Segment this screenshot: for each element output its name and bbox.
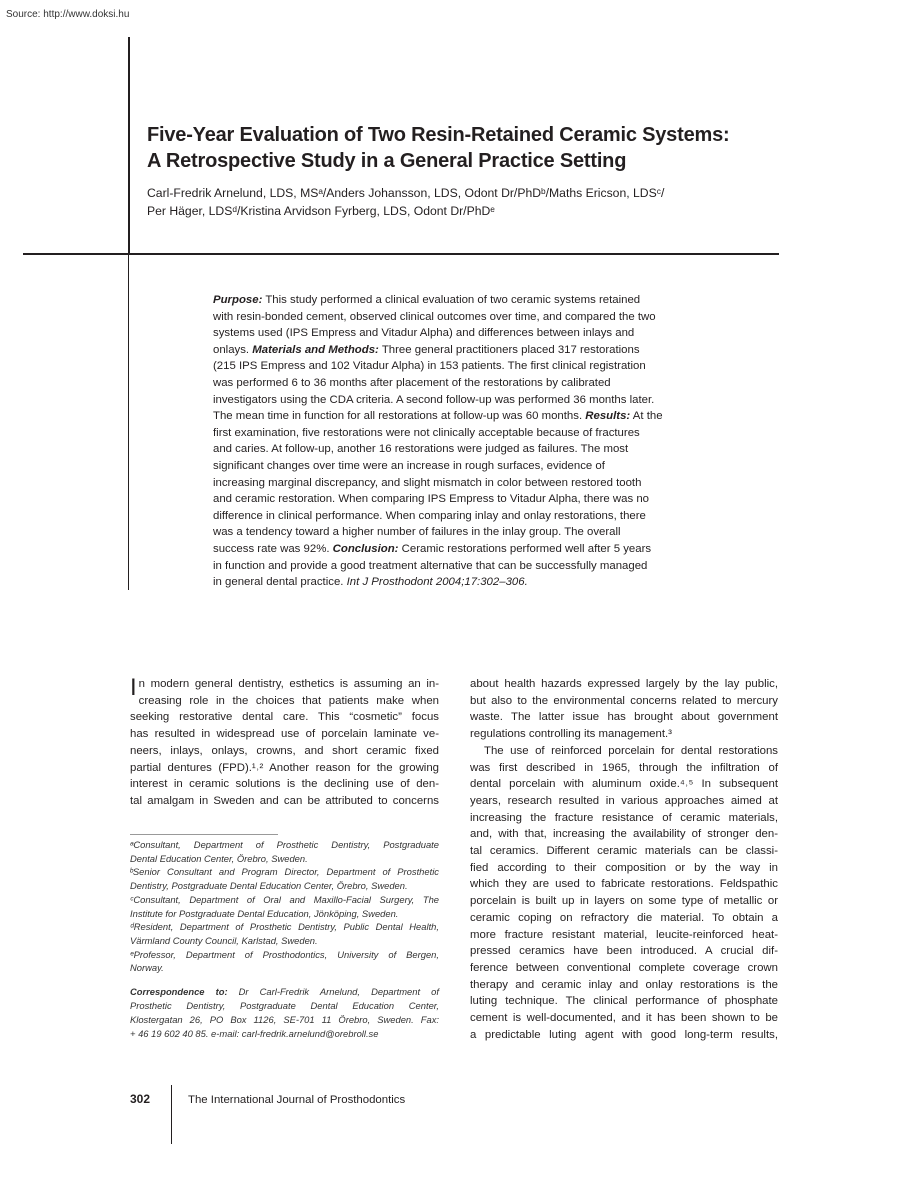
methods-label: Materials and Methods:	[252, 343, 379, 356]
source-label: Source: http://www.doksi.hu	[6, 9, 130, 20]
author-line: Carl-Fredrik Arnelund, LDS, MSᵃ/Anders Johansson, LDS, Odont Dr/PhDᵇ/Maths Ericson, LDSᶜ/	[147, 186, 665, 200]
drop-cap: I	[130, 674, 137, 701]
purpose-label: Purpose:	[213, 294, 263, 306]
vertical-rule-abstract	[128, 255, 129, 590]
vertical-rule-top	[128, 37, 130, 255]
correspondence-label: Correspondence to:	[130, 986, 228, 997]
article-title	[147, 122, 807, 174]
title-line: Five-Year Evaluation of Two Resin-Retained Ceramic Systems:	[147, 124, 730, 146]
horizontal-rule	[23, 253, 779, 255]
body-column-left: I n modern general dentistry, esthetics is assuming an in- creasing role in the choices that patients make when seeking restorative dental care. This “cosmetic” focus has resulted in widespread use of porcelain laminate ve- neers, inlays, onlays, crowns, and short ceramic fixed partial dentures (FPD).¹˒² Another reason for the growing interest in ceramic solutions is the declining use of den- tal amalgam in Sweden and can be attributed to concerns	[130, 674, 439, 807]
body-column-right: about health hazards expressed largely by the lay public, but also to the environmental concerns related to mercury waste. The latter issue has brought about government regulations controlling its management.³ The use of reinforced porcelain for dental restorations was first described in 1965, through the infiltration of dental porcelain with aluminum oxide.⁴˒⁵ In subsequent years, research resulted in various approaches aimed at increasing the fracture resistance of ceramic materials, and, with that, increasing the availability of stronger den- tal ceramics. Different ceramic materials can be classi- fied according to their composition or by the way in which they are used to fabricate restorations. Feldspathic porcelain is built up in layers on some type of metallic or ceramic coping on refractory die material. To obtain a more fracture resistant material, leucite-reinforced heat- pressed ceramics have been introduced. A crucial dif- ference between conventional complete coverage crown therapy and ceramic inlay and onlay restorations is the luting technique. The clinical performance of phosphate cement is well-documented, and it has been shown to be a predictable luting agent with good long-term results,	[470, 678, 778, 1041]
affiliation-footnotes: ᵃConsultant, Department of Prosthetic Dentistry, Postgraduate Dental Education Center, Örebro, Sweden. ᵇSenior Consultant and Program Director, Department of Prosthetic Dentistry, Postgraduate Dental Education Center, Örebro, Sweden. ᶜConsultant, Department of Oral and Maxillo-Facial Surgery, The Institute for Postgraduate Dental Education, Jönköping, Sweden. ᵈResident, Department of Prosthetic Dentistry, Public Dental Health, Värmland County Council, Karlstad, Sweden. ᵉProfessor, Department of Prosthodontics, University of Bergen, Norway.	[130, 839, 439, 974]
page-number: 302	[130, 1092, 151, 1106]
conclusion-label: Conclusion:	[332, 542, 399, 555]
footnote-rule	[130, 834, 278, 835]
journal-name: The International Journal of Prosthodontics	[188, 1094, 406, 1106]
footer-rule	[171, 1085, 172, 1144]
abstract: Purpose: This study performed a clinical evaluation of two ceramic systems retained with resin-bonded cement, observed clinical outcomes over time, and compared the two systems used (IPS Empress and Vitadur Alpha) and differences between inlays and onlays. Materials and Methods: Three general practitioners placed 317 restorations (215 IPS Empress and 102 Vitadur Alpha) in 153 patients. The first clinical registration was performed 6 to 36 months after placement of the restorations by calibrated investigators using the CDA criteria. A second follow-up was performed 36 months later. The mean time in function for all restorations at follow-up was 60 months. Results: At the first examination, five restorations were not clinically acceptable because of fractures and caries. At follow-up, another 16 restorations were judged as failures. The most significant changes over time were an increase in rough surfaces, evidence of increasing marginal discrepancy, and slight mismatch in color between restored tooth and ceramic restoration. When comparing IPS Empress to Vitadur Alpha, there was no difference in clinical performance. When comparing inlay and onlay restorations, there was a tendency toward a higher number of failures in the inlay group. The overall success rate was 92%. Conclusion: Ceramic restorations performed well after 5 years in function and provide a good treatment alternative that can be successfully managed in general dental practice. Int J Prosthodont 2004;17:302–306.	[213, 294, 663, 589]
results-label: Results:	[585, 410, 631, 423]
correspondence: Correspondence to: Dr Carl-Fredrik Arnelund, Department of Prosthetic Dentistry, Postgraduate Dental Education Center, Klostergatan 26, PO Box 1126, SE-701 11 Örebro, Sweden. Fax: + 46 19 602 40 85. e-mail: carl-fredrik.arnelund@orebroll.se	[130, 986, 439, 1039]
citation: Int J Prosthodont 2004;17:302–306.	[346, 576, 528, 589]
author-list	[147, 184, 787, 220]
author-line: Per Häger, LDSᵈ/Kristina Arvidson Fyrberg, LDS, Odont Dr/PhDᵉ	[147, 204, 495, 218]
title-line: A Retrospective Study in a General Practice Setting	[147, 150, 627, 172]
